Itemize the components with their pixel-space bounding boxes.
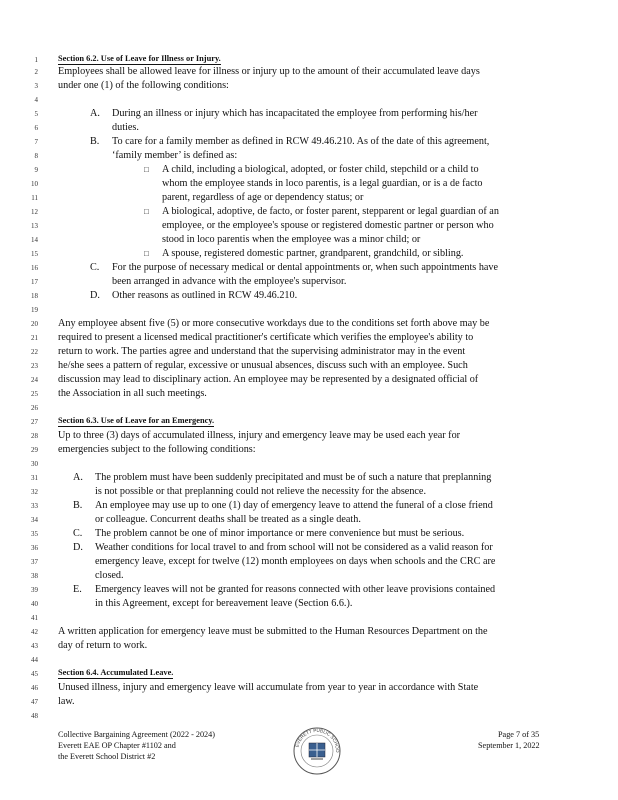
line-number: 45 [31, 670, 38, 678]
list-label-a: A. [90, 108, 100, 119]
line-number: 44 [31, 656, 38, 664]
sub-item-1-cont: parent, regardless of age or dependency status; or [162, 192, 364, 203]
list-item-c: For the purpose of necessary medical or dental appointments or, when such appointments have [112, 262, 499, 273]
list-item-d: Other reasons as outlined in RCW 49.46.210. [112, 290, 298, 301]
line-number: 3 [34, 82, 38, 90]
section-6-4-heading: Section 6.4. Accumulated Leave. [58, 669, 173, 679]
sub-item-1-cont: whom the employee stands in loco parentis, is a legal guardian, or is a de facto [162, 178, 483, 189]
list-label-a: A. [73, 472, 83, 483]
checkbox-bullet-icon: □ [144, 165, 149, 174]
list-label-b: B. [73, 500, 83, 511]
line-number: 31 [31, 474, 38, 482]
sub-item-2-cont: stood in loco parentis when the employee was a minor child; or [162, 234, 421, 245]
list-item-c-cont: been arranged in advance with the employee's supervisor. [112, 276, 347, 287]
list-item-b-cont: or colleague. Concurrent deaths shall be treated as a single death. [95, 514, 361, 525]
line-number: 12 [31, 208, 38, 216]
list-label-b: B. [90, 136, 100, 147]
line-number: 38 [31, 572, 38, 580]
line-number: 1 [34, 56, 38, 64]
list-item-b: An employee may use up to one (1) day of emergency leave to attend the funeral of a close friend [95, 500, 493, 511]
list-item-a: The problem must have been suddenly precipitated and must be of such a nature that preplanning [95, 472, 492, 483]
paragraph-line: emergencies subject to the following conditions: [58, 444, 256, 455]
line-number: 16 [31, 264, 38, 272]
line-number: 29 [31, 446, 38, 454]
list-item-d-cont: closed. [95, 570, 124, 581]
line-number: 40 [31, 600, 38, 608]
list-label-c: C. [73, 528, 83, 539]
list-label-c: C. [90, 262, 100, 273]
section-6-3-heading: Section 6.3. Use of Leave for an Emergency. [58, 417, 214, 427]
line-number: 36 [31, 544, 38, 552]
list-item-a-cont: duties. [112, 122, 139, 133]
line-number: 48 [31, 712, 38, 720]
paragraph-line: required to present a licensed medical practitioner's certificate which verifies the employee's ability to [58, 332, 474, 343]
line-number: 21 [31, 334, 38, 342]
list-item-e: Emergency leaves will not be granted for reasons connected with other leave provisions contained [95, 584, 496, 595]
district-seal-logo [292, 726, 342, 776]
footer-date: September 1, 2022 [478, 741, 540, 750]
line-number: 4 [34, 96, 38, 104]
line-number: 13 [31, 222, 38, 230]
footer-district: the Everett School District #2 [58, 752, 156, 761]
line-number: 17 [31, 278, 38, 286]
paragraph-line: return to work. The parties agree and understand that the supervising administrator may in the event [58, 346, 466, 357]
footer-agreement-title: Collective Bargaining Agreement (2022 - 2024) [58, 730, 215, 739]
checkbox-bullet-icon: □ [144, 207, 149, 216]
list-item-a-cont: is not possible or that preplanning could not relieve the necessity for the absence. [95, 486, 426, 497]
list-item-d-cont: emergency leave, except for twelve (12) month employees on days when schools and the CRC are [95, 556, 496, 567]
footer-chapter: Everett EAE OP Chapter #1102 and [58, 741, 176, 750]
line-number: 24 [31, 376, 38, 384]
line-number: 23 [31, 362, 38, 370]
footer-page-number: Page 7 of 35 [498, 730, 540, 739]
list-label-d: D. [90, 290, 100, 301]
sub-item-3: A spouse, registered domestic partner, grandparent, grandchild, or sibling. [162, 248, 464, 259]
line-number: 33 [31, 502, 38, 510]
line-number: 20 [31, 320, 38, 328]
line-number: 14 [31, 236, 38, 244]
section-6-2-heading: Section 6.2. Use of Leave for Illness or Injury. [58, 55, 221, 65]
checkbox-bullet-icon: □ [144, 249, 149, 258]
list-item-b-cont: ‘family member’ is defined as: [112, 150, 238, 161]
paragraph-line: law. [58, 696, 75, 707]
line-number: 11 [31, 194, 38, 202]
line-number: 22 [31, 348, 38, 356]
line-number: 34 [31, 516, 38, 524]
list-item-e-cont: in this Agreement, except for bereavement leave (Section 6.6.). [95, 598, 353, 609]
paragraph-line: the Association in all such meetings. [58, 388, 207, 399]
paragraph-line: day of return to work. [58, 640, 148, 651]
line-number: 28 [31, 432, 38, 440]
list-item-a: During an illness or injury which has incapacitated the employee from performing his/her [112, 108, 478, 119]
paragraph-line: Any employee absent five (5) or more consecutive workdays due to the conditions set forth above may be [58, 318, 490, 329]
list-item-b: To care for a family member as defined in RCW 49.46.210. As of the date of this agreement, [112, 136, 490, 147]
line-number: 19 [31, 306, 38, 314]
line-number: 6 [34, 124, 38, 132]
seal-text: EVERETT PUBLIC SCHOO [294, 727, 341, 753]
line-number: 26 [31, 404, 38, 412]
line-number: 9 [34, 166, 38, 174]
list-item-c: The problem cannot be one of minor importance or mere convenience but must be serious. [95, 528, 465, 539]
line-number: 42 [31, 628, 38, 636]
list-label-e: E. [73, 584, 82, 595]
line-number: 46 [31, 684, 38, 692]
line-number: 30 [31, 460, 38, 468]
line-number: 18 [31, 292, 38, 300]
paragraph-line: Up to three (3) days of accumulated illness, injury and emergency leave may be used each year for [58, 430, 461, 441]
sub-item-2: A biological, adoptive, de facto, or foster parent, stepparent or legal guardian of an [162, 206, 499, 217]
line-number: 39 [31, 586, 38, 594]
line-number: 8 [34, 152, 38, 160]
paragraph-line: he/she sees a pattern of regular, excessive or unusual absences, discuss such with an employee. Such [58, 360, 468, 371]
line-number: 27 [31, 418, 38, 426]
paragraph-line: Employees shall be allowed leave for illness or injury up to the amount of their accumulated leave days [58, 66, 480, 77]
line-number: 25 [31, 390, 38, 398]
line-number: 15 [31, 250, 38, 258]
line-number: 10 [31, 180, 38, 188]
line-number: 37 [31, 558, 38, 566]
line-number: 41 [31, 614, 38, 622]
line-number: 5 [34, 110, 38, 118]
line-number: 32 [31, 488, 38, 496]
paragraph-line: A written application for emergency leave must be submitted to the Human Resources Department on the [58, 626, 488, 637]
paragraph-line: Unused illness, injury and emergency leave will accumulate from year to year in accordance with State [58, 682, 479, 693]
paragraph-line: discussion may lead to disciplinary action. An employee may be represented by a designated official of [58, 374, 479, 385]
line-number: 43 [31, 642, 38, 650]
line-number: 47 [31, 698, 38, 706]
line-number: 7 [34, 138, 38, 146]
list-label-d: D. [73, 542, 83, 553]
list-item-d: Weather conditions for local travel to and from school will not be considered as a valid reason for [95, 542, 493, 553]
sub-item-1: A child, including a biological, adopted, or foster child, stepchild or a child to [162, 164, 479, 175]
sub-item-2-cont: employee, or the employee's spouse or registered domestic partner or person who [162, 220, 494, 231]
paragraph-line: under one (1) of the following conditions: [58, 80, 229, 91]
line-number: 2 [34, 68, 38, 76]
line-number: 35 [31, 530, 38, 538]
